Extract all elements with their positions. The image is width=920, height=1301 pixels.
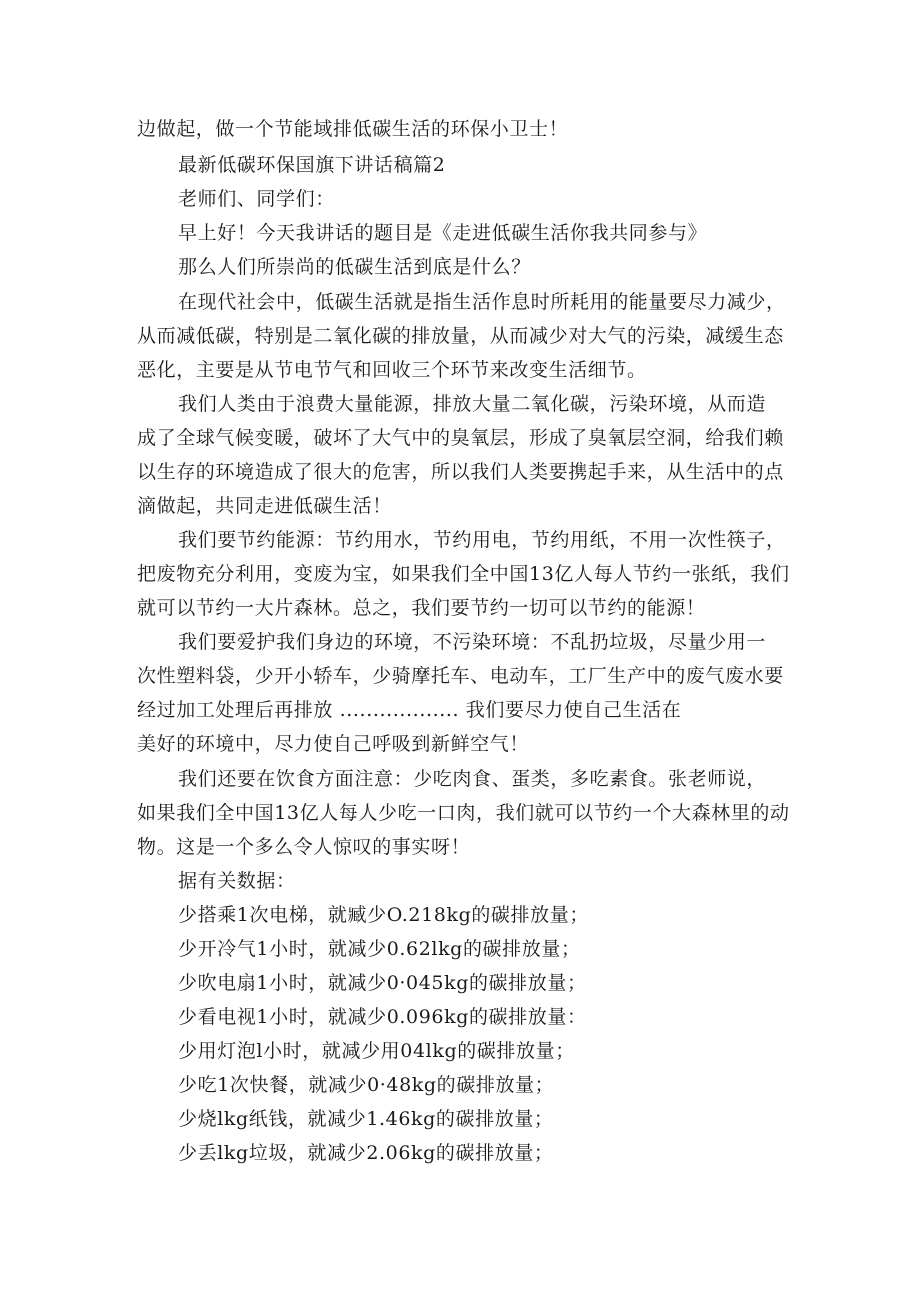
paragraph-line: 从而减低碳，特别是二氧化碳的排放量，从而减少对大气的污染，减缓生态	[137, 325, 784, 347]
paragraph-line: 物。这是一个多么令人惊叹的事实呀！	[137, 836, 471, 858]
text-line: 那么人们所崇尚的低碳生活到底是什么？	[178, 256, 531, 278]
list-item: 少吃1次快餐，就减少0·48kg的碳排放量；	[178, 1074, 555, 1096]
paragraph-line: 我们要爱护我们身边的环境，不污染环境：不乱扔垃圾，尽量少用一	[178, 631, 767, 653]
text-line: 早上好！今天我讲话的题目是《走进低碳生活你我共同参与》	[178, 222, 708, 244]
paragraph-line: 恶化，主要是从节电节气和回收三个环节来改变生活细节。	[137, 359, 647, 381]
paragraph-line: 成了全球气候变暖，破坏了大气中的臭氧层，形成了臭氧层空洞，给我们赖	[137, 427, 784, 449]
list-item: 少开冷气1小时，就减少0.62lkg的碳排放量；	[178, 938, 581, 960]
list-item: 少吹电扇1小时，就减少0·045kg的碳排放量；	[178, 972, 587, 994]
list-item: 少搭乘1次电梯，就臧少O.218kg的碳排放量；	[178, 904, 589, 926]
paragraph-line: 就可以节约一大片森林。总之，我们要节约一切可以节约的能源！	[137, 597, 706, 619]
paragraph-line: 滴做起，共同走进低碳生活！	[137, 495, 392, 517]
list-item: 少烧lkg纸钱，就减少1.46kg的碳排放量；	[178, 1108, 554, 1130]
list-item: 少用灯泡l小时，就减少用04lkg的碳排放量；	[178, 1040, 575, 1062]
paragraph-line: 在现代社会中，低碳生活就是指生活作息时所耗用的能量要尽力减少，	[178, 291, 786, 313]
list-intro: 据有关数据：	[178, 870, 296, 892]
paragraph-line: 次性塑料袋，少开小轿车，少骑摩托车、电动车，工厂生产中的废气废水要	[137, 665, 784, 687]
paragraph-line: 我们还要在饮食方面注意：少吃肉食、蛋类，多吃素食。张老师说，	[178, 768, 767, 790]
paragraph-line: 经过加工处理后再排放 .................. 我们要尽力使自己生活在	[137, 699, 682, 721]
text-line: 边做起，做一个节能域排低碳生活的环保小卫士！	[137, 118, 569, 140]
paragraph-line: 美好的环境中，尽力使自己呼吸到新鲜空气！	[137, 733, 530, 755]
paragraph-line: 以生存的环境造成了很大的危害，所以我们人类要携起手来，从生活中的点	[137, 461, 784, 483]
paragraph-line: 把废物充分利用，变废为宝，如果我们全中国13亿人每人节约一张纸，我们	[137, 563, 790, 585]
paragraph-line: 我们人类由于浪费大量能源，排放大量二氧化碳，污染环境，从而造	[178, 393, 767, 415]
list-item: 少丢lkg垃圾，就减少2.06kg的碳排放量；	[178, 1142, 554, 1164]
paragraph-line: 如果我们全中国13亿人每人少吃一口肉，我们就可以节约一个大森林里的动	[137, 802, 790, 824]
section-heading: 最新低碳环保国旗下讲话稿篇2	[178, 154, 446, 176]
salutation: 老师们、同学们：	[178, 188, 335, 210]
list-item: 少看电视1小时，就减少0.096kg的碳排放量：	[178, 1006, 587, 1028]
paragraph-line: 我们要节约能源：节约用水，节约用电，节约用纸，不用一次性筷子，	[178, 529, 786, 551]
